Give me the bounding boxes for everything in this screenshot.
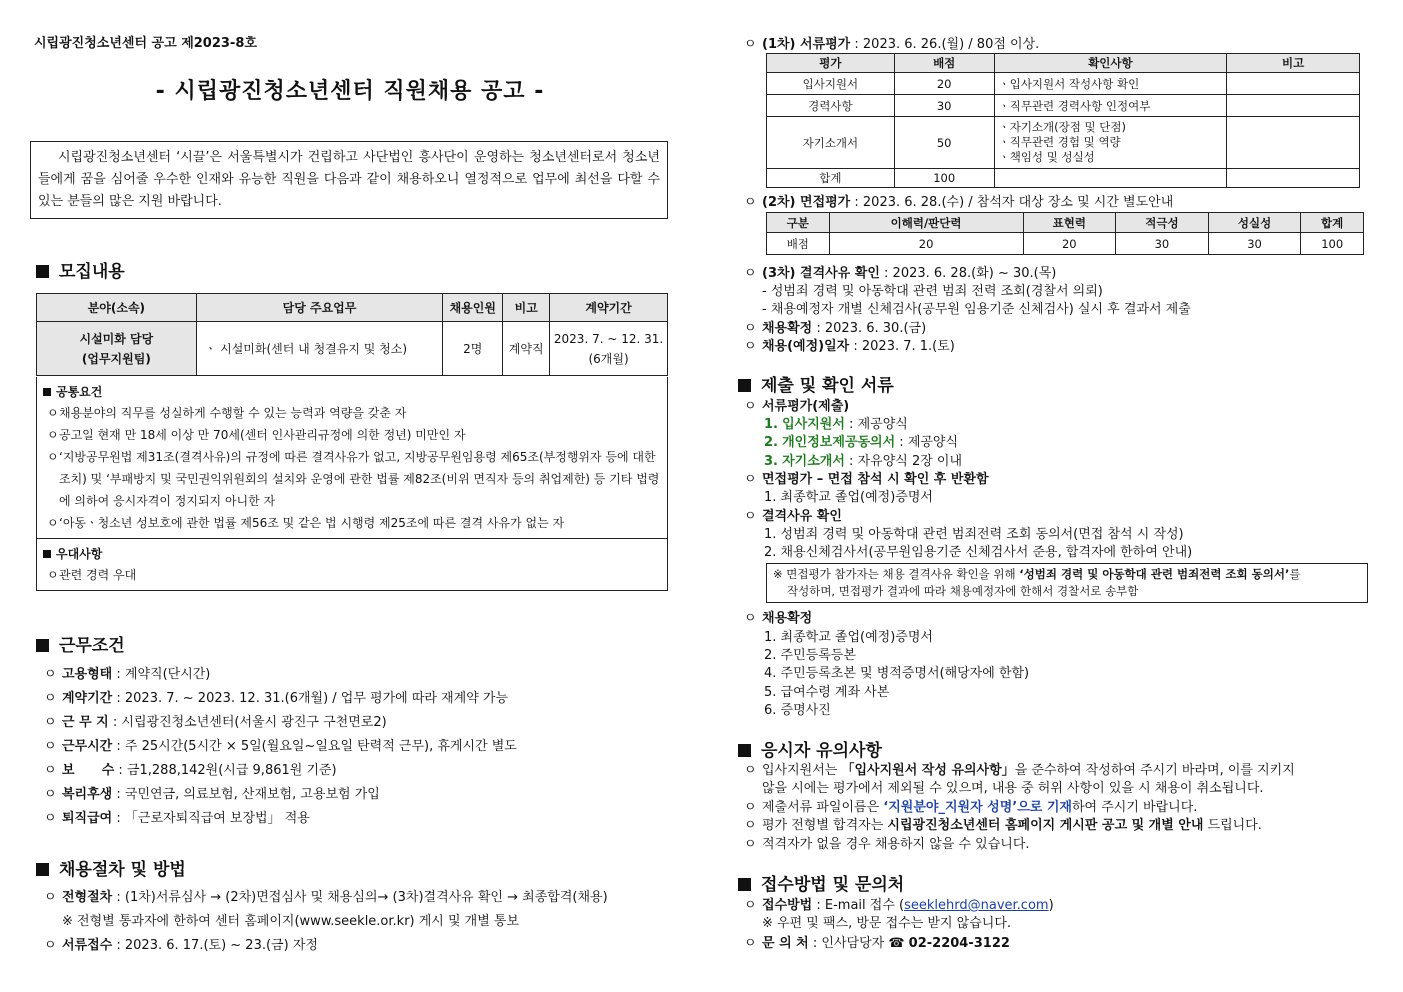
list-item: 2. 주민등록등본 xyxy=(764,648,856,663)
stage2-header: 합계 xyxy=(1301,213,1364,233)
condition-label: 근 무 지 xyxy=(62,715,109,730)
stage1-check-line: ㆍ자기소개(장점 및 단점) xyxy=(998,120,1126,134)
circle-bullet-icon: ㅇ xyxy=(44,763,57,778)
circle-bullet-icon: ㅇ xyxy=(744,339,757,354)
table-row xyxy=(37,322,668,376)
phone-icon: ☎ xyxy=(888,936,905,951)
recruit-field-line1: 시설미화 담당 xyxy=(79,331,154,346)
circle-bullet-icon: ㅇ xyxy=(744,195,757,210)
intro-box: 시립광진청소년센터 ‘시끌’은 서울특별시가 건립하고 사단법인 흥사단이 운영하는 청소년센터로서 청소년들에게 꿈을 심어줄 우수한 인재와 유능한 직원을 다음과 같이 채용하오니 열정적으로 업무에 최선을 다할 수 있는 분들의 많은 지원 바랍니다. xyxy=(30,141,668,219)
square-bullet-icon xyxy=(738,744,751,757)
recruit-header-note: 비고 xyxy=(503,294,550,322)
stage1-item-cell: 자기소개서 xyxy=(767,117,895,169)
common-item-text: 공고일 현재 만 18세 이상 만 70세(센터 인사관리규정에 의한 정년) 미만인 자 xyxy=(59,428,466,442)
stage2-table xyxy=(766,212,1364,255)
interview-line xyxy=(744,468,989,487)
confirm-docs-label: 채용확정 xyxy=(762,611,813,626)
email-link[interactable]: seeklehrd@naver.com xyxy=(904,898,1049,913)
table-row xyxy=(767,117,1360,169)
circle-bullet-icon: ㅇ xyxy=(44,890,57,905)
circle-bullet-icon: ㅇ xyxy=(47,406,59,420)
circle-bullet-icon: ㅇ xyxy=(44,667,57,682)
stage1-score-cell: 50 xyxy=(894,117,994,169)
condition-label: 복리후생 xyxy=(62,787,113,802)
circle-bullet-icon: ㅇ xyxy=(744,837,757,852)
note-prefix: ※ 면접평가 참가자는 채용 결격사유 확인을 위해 xyxy=(773,567,1020,581)
doc-desc: 제공양식 xyxy=(907,435,959,450)
circle-bullet-icon: ㅇ xyxy=(47,428,59,442)
preference-requirements xyxy=(37,538,667,590)
circle-bullet-icon: ㅇ xyxy=(47,516,59,530)
inquiry-label: 문 의 처 xyxy=(762,936,809,951)
caution-text: 하여 주시기 바랍니다. xyxy=(1071,800,1198,815)
list-item: 2. 개인정보제공동의서 : 제공양식 xyxy=(764,435,959,450)
caution-text: 제출서류 파일이름은 xyxy=(762,800,884,815)
start-line: ㅇ 채용(예정)일자 : 2023. 7. 1.(토) xyxy=(744,335,955,354)
square-bullet-icon xyxy=(36,265,49,278)
procedure-label: 전형절차 xyxy=(62,890,113,905)
circle-bullet-icon: ㅇ xyxy=(44,739,57,754)
stage1-check-cell: ㆍ직무관련 경력사항 인정여부 xyxy=(994,95,1227,117)
stage1-header-checks: 확인사항 xyxy=(994,54,1227,73)
condition-value: 금1,288,142원(시급 9,861원 기준) xyxy=(126,763,337,778)
circle-bullet-icon: ㅇ xyxy=(744,763,757,778)
stage1-header-item: 평가 xyxy=(767,54,895,73)
common-requirements-title xyxy=(43,382,661,402)
square-bullet-icon xyxy=(36,863,49,876)
stage2-header: 성실성 xyxy=(1208,213,1301,233)
list-item xyxy=(43,446,661,512)
list-item xyxy=(43,424,661,446)
stage2-cell: 30 xyxy=(1116,233,1209,255)
circle-bullet-icon: ㅇ xyxy=(44,938,57,953)
section-conditions-label: 근무조건 xyxy=(59,636,125,656)
circle-bullet-icon: ㅇ xyxy=(744,321,757,336)
confirm-value: 2023. 6. 30.(금) xyxy=(824,321,927,336)
list-item: 6. 증명사진 xyxy=(764,703,831,718)
method-close: ) xyxy=(1048,898,1054,913)
stage1-label: (1차) 서류평가 xyxy=(762,37,851,52)
procedure-value: 2023. 6. 17.(토) ~ 23.(금) 자정 xyxy=(124,938,318,953)
stage1-item-cell: 경력사항 xyxy=(767,95,895,117)
stage1-line: ㅇ (1차) 서류평가 : 2023. 6. 26.(월) / 80점 이상. xyxy=(744,33,1039,52)
condition-value: 시립광진청소년센터(서울시 광진구 구천면로2) xyxy=(121,715,387,730)
condition-item: ㅇ 고용형태 : 계약직(단시간) xyxy=(44,663,210,682)
caution-item xyxy=(744,814,1262,833)
condition-value: 계약직(단시간) xyxy=(124,667,211,682)
common-item-text: ‘지방공무원법 제31조(결격사유)의 규정에 따른 결격사유가 없고, 지방공무원임용령 제65조(부정행위자 등에 대한 조치) 및 ‘부패방지 및 국민권익위원회의 설치와 운영에 관한 법률 제82조(비위 면직자 등의 취업제한) 등 기타 법령에 의하여 응시자격이 정지되지 아니한 자 xyxy=(59,450,660,508)
recruit-period-cell xyxy=(550,322,668,376)
stage2-line: ㅇ (2차) 면접평가 : 2023. 6. 28.(수) / 참석자 대상 장소 및 시간 별도안내 xyxy=(744,191,1173,210)
list-item: 1. 최종학교 졸업(예정)증명서 xyxy=(764,490,933,505)
list-item xyxy=(43,512,661,534)
stage1-item-cell: 입사지원서 xyxy=(767,73,895,95)
circle-bullet-icon: ㅇ xyxy=(744,37,757,52)
condition-value: 「근로자퇴직급여 보장법」 적용 xyxy=(124,811,310,826)
caution-item xyxy=(744,796,1197,815)
list-item: 4. 주민등록초본 및 병적증명서(해당자에 한함) xyxy=(764,666,1030,681)
list-item xyxy=(43,402,661,424)
recruit-field-cell xyxy=(37,322,197,376)
preference-title xyxy=(43,544,661,564)
recruit-count-cell: 2명 xyxy=(443,322,503,376)
square-bullet-icon xyxy=(738,878,751,891)
stage2-label: (2차) 면접평가 xyxy=(762,195,851,210)
doc-desc: 자유양식 2장 이내 xyxy=(857,454,963,469)
stage1-header-score: 배점 xyxy=(894,54,994,73)
list-item: 1. 입사지원서 : 제공양식 xyxy=(764,417,908,432)
caution-blue: ‘지원분야_지원자 성명’으로 기재 xyxy=(883,800,1072,815)
stage1-note-cell xyxy=(1227,95,1360,117)
stage3-value: 2023. 6. 28.(화) ~ 30.(목) xyxy=(892,266,1057,281)
circle-bullet-icon: ㅇ xyxy=(744,818,757,833)
stage2-cell: 20 xyxy=(829,233,1023,255)
method-value: E-mail 접수 ( xyxy=(824,898,905,913)
common-title-label: 공통요건 xyxy=(56,385,103,399)
section-procedure-title xyxy=(36,855,186,880)
circle-bullet-icon: ㅇ xyxy=(744,509,757,524)
procedure-item: ㅇ 서류접수 : 2023. 6. 17.(토) ~ 23.(금) 자정 xyxy=(44,934,318,953)
condition-value: 국민연금, 의료보험, 산재보험, 고용보험 가입 xyxy=(124,787,380,802)
recruit-header-field: 분야(소속) xyxy=(37,294,197,322)
doc-num: 3. xyxy=(764,454,778,469)
stage3-sub: - 성범죄 경력 및 아동학대 관련 범죄 전력 조회(경찰서 의뢰) xyxy=(762,284,1103,299)
circle-bullet-icon: ㅇ xyxy=(744,399,757,414)
stage2-header: 이해력/판단력 xyxy=(829,213,1023,233)
section-documents-label: 제출 및 확인 서류 xyxy=(761,376,894,396)
circle-bullet-icon: ㅇ xyxy=(44,691,57,706)
note-suffix: 를 xyxy=(1289,567,1301,581)
circle-bullet-icon: ㅇ xyxy=(744,266,757,281)
common-requirements xyxy=(37,377,667,538)
pref-title-label: 우대사항 xyxy=(56,547,103,561)
procedure-label: 서류접수 xyxy=(62,938,113,953)
note-line2: 작성하며, 면접평가 결과에 따라 채용예정자에 한해서 경찰서로 송부함 xyxy=(787,584,1139,598)
start-value: 2023. 7. 1.(토) xyxy=(861,339,955,354)
confirm-line: ㅇ 채용확정 : 2023. 6. 30.(금) xyxy=(744,317,926,336)
caution-text: 평가 전형별 합격자는 xyxy=(762,818,888,833)
procedure-value: (1차)서류심사 → (2차)면접심사 및 채용심의→ (3차)결격사유 확인 → 최종합격(채용) xyxy=(124,890,608,905)
section-procedure-label: 채용절차 및 방법 xyxy=(59,860,186,880)
table-row xyxy=(767,169,1360,188)
stage1-note-cell xyxy=(1227,73,1360,95)
doc-name: 개인정보제공동의서 xyxy=(782,435,896,450)
caution-item xyxy=(744,833,1030,852)
common-item-text: ‘아동ㆍ청소년 성보호에 관한 법률 제56조 및 같은 법 시행령 제25조에 따른 결격 사유가 없는 자 xyxy=(59,516,565,530)
condition-label: 보 수 xyxy=(62,763,115,778)
condition-item: ㅇ 계약기간 : 2023. 7. ~ 2023. 12. 31.(6개월) / 업무 평가에 따라 재계약 가능 xyxy=(44,687,508,706)
start-label: 채용(예정)일자 xyxy=(762,339,850,354)
condition-label: 계약기간 xyxy=(62,691,113,706)
notice-number: 시립광진청소년센터 공고 제2023-8호 xyxy=(34,36,257,51)
stage1-check-cell xyxy=(994,117,1227,169)
recruit-field-line2: (업무지원팀) xyxy=(81,351,151,366)
stage1-check-cell xyxy=(994,169,1227,188)
recruit-table xyxy=(36,293,668,376)
stage1-score-cell: 30 xyxy=(894,95,994,117)
note-line1 xyxy=(773,566,1361,583)
stage2-header: 구분 xyxy=(767,213,830,233)
circle-bullet-icon: ㅇ xyxy=(47,568,59,582)
stage2-value: 2023. 6. 28.(수) / 참석자 대상 장소 및 시간 별도안내 xyxy=(862,195,1174,210)
doc-num: 1. xyxy=(764,417,778,432)
check-label: 결격사유 확인 xyxy=(762,509,842,524)
circle-bullet-icon: ㅇ xyxy=(744,472,757,487)
condition-value: 2023. 7. ~ 2023. 12. 31.(6개월) / 업무 평가에 따라 재계약 가능 xyxy=(124,691,509,706)
stage1-value: 2023. 6. 26.(월) / 80점 이상. xyxy=(862,37,1040,52)
square-bullet-icon xyxy=(43,550,51,558)
table-row xyxy=(767,233,1364,255)
section-recruit-label: 모집내용 xyxy=(59,262,125,282)
stage1-note-cell xyxy=(1227,117,1360,169)
list-item: 3. 자기소개서 : 자유양식 2장 이내 xyxy=(764,454,963,469)
stage2-header: 표현력 xyxy=(1023,213,1116,233)
condition-item: ㅇ 보 수 : 금1,288,142원(시급 9,861원 기준) xyxy=(44,759,337,778)
circle-bullet-icon: ㅇ xyxy=(44,787,57,802)
circle-bullet-icon: ㅇ xyxy=(47,450,59,464)
section-recruit-title xyxy=(36,257,125,282)
stage1-check-line: ㆍ책임성 및 성실성 xyxy=(998,150,1095,164)
procedure-note: ※ 전형별 통과자에 한하여 센터 홈페이지(www.seekle.or.kr) 게시 및 개별 통보 xyxy=(62,914,520,929)
condition-item: ㅇ 퇴직급여 : 「근로자퇴직급여 보장법」 적용 xyxy=(44,807,310,826)
check-line xyxy=(744,505,842,524)
procedure-item: ㅇ 전형절차 : (1차)서류심사 → (2차)면접심사 및 채용심의→ (3차)결격사유 확인 → 최종합격(채용) xyxy=(44,886,608,905)
contact-inquiry-line: ㅇ 문 의 처 : 인사담당자 ☎ 02-2204-3122 xyxy=(744,932,1010,951)
caution-bold: 「입사지원서 작성 유의사항」 xyxy=(841,763,1015,778)
section-cautions-title xyxy=(738,736,882,761)
circle-bullet-icon: ㅇ xyxy=(44,715,57,730)
pref-item-text: 관련 경력 우대 xyxy=(59,568,137,582)
section-documents-title xyxy=(738,371,894,396)
confirm-docs-line xyxy=(744,607,812,626)
condition-item: ㅇ 근 무 지 : 시립광진청소년센터(서울시 광진구 구천면로2) xyxy=(44,711,387,730)
circle-bullet-icon: ㅇ xyxy=(44,811,57,826)
doc-name: 자기소개서 xyxy=(782,454,845,469)
stage2-cell: 20 xyxy=(1023,233,1116,255)
recruit-header-duty: 담당 주요업무 xyxy=(196,294,443,322)
caution-text: 입사지원서는 xyxy=(762,763,842,778)
list-item: 1. 최종학교 졸업(예정)증명서 xyxy=(764,630,933,645)
phone-number: 02-2204-3122 xyxy=(908,936,1010,951)
section-contact-label: 접수방법 및 문의처 xyxy=(761,875,905,895)
condition-label: 퇴직급여 xyxy=(62,811,113,826)
recruit-period-line1: 2023. 7. ~ 12. 31. xyxy=(553,331,664,346)
section-cautions-label: 응시자 유의사항 xyxy=(761,741,882,761)
section-contact-title xyxy=(738,870,904,895)
caution-text: 드립니다. xyxy=(1203,818,1262,833)
stage1-note-cell xyxy=(1227,169,1360,188)
doc-eval-line xyxy=(744,395,849,414)
doc-num: 2. xyxy=(764,435,778,450)
condition-item: ㅇ 근무시간 : 주 25시간(5시간 × 5일(월요일~일요일 탄력적 근무), 휴게시간 별도 xyxy=(44,735,517,754)
condition-value: 주 25시간(5시간 × 5일(월요일~일요일 탄력적 근무), 휴게시간 별도 xyxy=(124,739,517,754)
contact-method-line: ㅇ 접수방법 : E-mail 접수 (seeklehrd@naver.com) xyxy=(744,894,1054,913)
condition-label: 근무시간 xyxy=(62,739,113,754)
stage2-cell: 30 xyxy=(1208,233,1301,255)
condition-item: ㅇ 복리후생 : 국민연금, 의료보험, 산재보험, 고용보험 가입 xyxy=(44,783,380,802)
square-bullet-icon xyxy=(43,388,51,396)
stage2-cell: 100 xyxy=(1301,233,1364,255)
caution-item xyxy=(744,759,1295,778)
circle-bullet-icon: ㅇ xyxy=(744,611,757,626)
stage2-cell: 배점 xyxy=(767,233,830,255)
stage1-total-label: 합계 xyxy=(767,169,895,188)
circle-bullet-icon: ㅇ xyxy=(744,936,757,951)
square-bullet-icon xyxy=(738,379,751,392)
interview-label: 면접평가 – 면접 참석 시 확인 후 반환함 xyxy=(762,472,989,487)
requirements-box xyxy=(36,377,668,591)
recruit-period-line2: (6개월) xyxy=(588,351,629,366)
list-item: 2. 채용신체검사서(공무원임용기준 신체검사서 준용, 합격자에 한하여 안내) xyxy=(764,545,1193,560)
square-bullet-icon xyxy=(36,639,49,652)
recruit-note-cell: 계약직 xyxy=(503,322,550,376)
stage1-check-line: ㆍ직무관련 경험 및 역량 xyxy=(998,135,1121,149)
list-item xyxy=(43,564,661,586)
caution-text: 않을 시에는 평가에서 제외될 수 있으며, 내용 중 허위 사항이 있을 시 채용이 취소됩니다. xyxy=(762,781,1264,796)
caution-text: 을 준수하여 작성하여 주시기 바라며, 이를 지키지 xyxy=(1014,763,1295,778)
table-row xyxy=(767,73,1360,95)
method-label: 접수방법 xyxy=(762,898,813,913)
doc-eval-label: 서류평가(제출) xyxy=(762,399,850,414)
stage1-header-note: 비고 xyxy=(1227,54,1360,73)
caution-bold: 시립광진청소년센터 홈페이지 게시판 공고 및 개별 안내 xyxy=(887,818,1204,833)
stage1-check-cell: ㆍ입사지원서 작성사항 확인 xyxy=(994,73,1227,95)
stage1-total-score: 100 xyxy=(894,169,994,188)
doc-desc: 제공양식 xyxy=(857,417,908,432)
note-bold: ‘성범죄 경력 및 아동학대 관련 범죄전력 조회 동의서’ xyxy=(1019,567,1290,581)
doc-name: 입사지원서 xyxy=(782,417,845,432)
recruit-header-count: 채용인원 xyxy=(443,294,503,322)
documents-note-box xyxy=(766,563,1368,603)
stage3-line: ㅇ (3차) 결격사유 확인 : 2023. 6. 28.(화) ~ 30.(목) xyxy=(744,262,1056,281)
section-conditions-title xyxy=(36,631,125,656)
list-item: 5. 급여수령 계좌 사본 xyxy=(764,685,890,700)
condition-label: 고용형태 xyxy=(62,667,113,682)
page-title: - 시립광진청소년센터 직원채용 공고 - xyxy=(155,79,545,104)
list-item: 1. 성범죄 경력 및 아동학대 관련 범죄전력 조회 동의서(면접 참석 시 작성) xyxy=(764,527,1184,542)
caution-text: 적격자가 없을 경우 채용하지 않을 수 있습니다. xyxy=(762,837,1030,852)
stage3-label: (3차) 결격사유 확인 xyxy=(762,266,880,281)
recruit-duty-cell: ㆍ 시설미화(센터 내 청결유지 및 청소) xyxy=(196,322,443,376)
confirm-label: 채용확정 xyxy=(762,321,813,336)
stage1-table xyxy=(766,53,1360,188)
common-item-text: 채용분야의 직무를 성실하게 수행할 수 있는 능력과 역량을 갖춘 자 xyxy=(59,406,407,420)
method-note: ※ 우편 및 팩스, 방문 접수는 받지 않습니다. xyxy=(762,916,1012,931)
inquiry-value: 인사담당자 xyxy=(821,936,885,951)
stage3-sub: - 채용예정자 개별 신체검사(공무원 임용기준 신체검사) 실시 후 결과서 제출 xyxy=(762,302,1191,317)
stage1-score-cell: 20 xyxy=(894,73,994,95)
table-row xyxy=(767,95,1360,117)
recruit-header-period: 계약기간 xyxy=(550,294,668,322)
circle-bullet-icon: ㅇ xyxy=(744,898,757,913)
stage2-header: 적극성 xyxy=(1116,213,1209,233)
circle-bullet-icon: ㅇ xyxy=(744,800,757,815)
